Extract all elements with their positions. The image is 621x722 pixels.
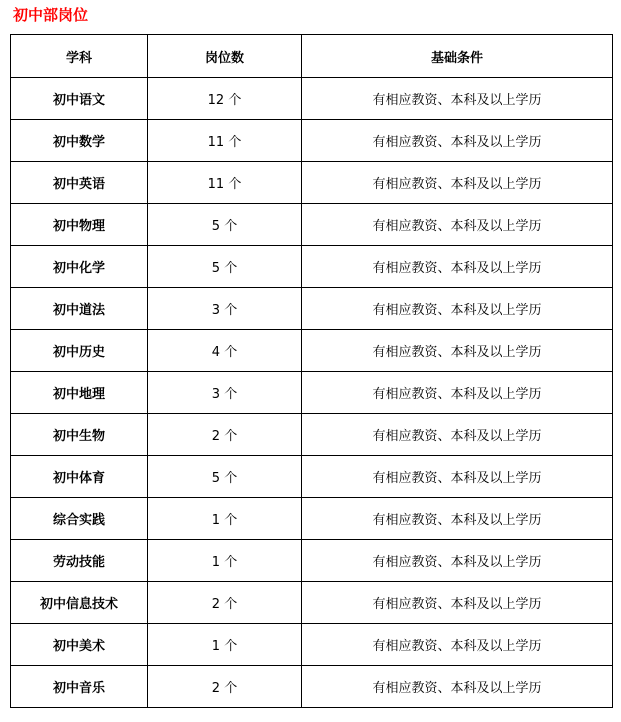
requirement-cell: 有相应教资、本科及以上学历 <box>302 78 613 120</box>
table-row <box>11 204 613 246</box>
requirement-cell: 有相应教资、本科及以上学历 <box>302 582 613 624</box>
table-row <box>11 540 613 582</box>
requirement-cell: 有相应教资、本科及以上学历 <box>302 120 613 162</box>
count-cell: 2 个 <box>148 414 302 456</box>
count-cell: 2 个 <box>148 666 302 708</box>
count-cell: 4 个 <box>148 330 302 372</box>
table-row <box>11 330 613 372</box>
requirement-cell: 有相应教资、本科及以上学历 <box>302 372 613 414</box>
subject-cell: 综合实践 <box>11 498 148 540</box>
table-row <box>11 120 613 162</box>
subject-cell: 初中生物 <box>11 414 148 456</box>
count-cell: 1 个 <box>148 624 302 666</box>
count-cell: 5 个 <box>148 246 302 288</box>
header-requirement: 基础条件 <box>302 35 613 78</box>
table-row <box>11 498 613 540</box>
subject-cell: 初中英语 <box>11 162 148 204</box>
header-row <box>11 35 613 78</box>
count-cell: 3 个 <box>148 288 302 330</box>
requirement-cell: 有相应教资、本科及以上学历 <box>302 414 613 456</box>
table-row <box>11 666 613 708</box>
subject-cell: 初中道法 <box>11 288 148 330</box>
table-row <box>11 582 613 624</box>
table-row <box>11 372 613 414</box>
requirement-cell: 有相应教资、本科及以上学历 <box>302 162 613 204</box>
requirement-cell: 有相应教资、本科及以上学历 <box>302 666 613 708</box>
section-title: 初中部岗位 <box>13 6 89 24</box>
subject-cell: 初中数学 <box>11 120 148 162</box>
header-count: 岗位数 <box>148 35 302 78</box>
table-header <box>11 35 613 78</box>
count-cell: 1 个 <box>148 540 302 582</box>
count-cell: 11 个 <box>148 162 302 204</box>
subject-cell: 初中语文 <box>11 78 148 120</box>
subject-cell: 初中美术 <box>11 624 148 666</box>
count-cell: 11 个 <box>148 120 302 162</box>
requirement-cell: 有相应教资、本科及以上学历 <box>302 204 613 246</box>
positions-table <box>10 34 613 708</box>
count-cell: 1 个 <box>148 498 302 540</box>
requirement-cell: 有相应教资、本科及以上学历 <box>302 288 613 330</box>
count-cell: 5 个 <box>148 204 302 246</box>
table-row <box>11 78 613 120</box>
table-body <box>11 78 613 708</box>
requirement-cell: 有相应教资、本科及以上学历 <box>302 540 613 582</box>
subject-cell: 初中物理 <box>11 204 148 246</box>
count-cell: 12 个 <box>148 78 302 120</box>
table-row <box>11 624 613 666</box>
subject-cell: 初中历史 <box>11 330 148 372</box>
subject-cell: 初中音乐 <box>11 666 148 708</box>
requirement-cell: 有相应教资、本科及以上学历 <box>302 498 613 540</box>
requirement-cell: 有相应教资、本科及以上学历 <box>302 246 613 288</box>
table-row <box>11 414 613 456</box>
subject-cell: 初中体育 <box>11 456 148 498</box>
count-cell: 5 个 <box>148 456 302 498</box>
requirement-cell: 有相应教资、本科及以上学历 <box>302 330 613 372</box>
header-subject: 学科 <box>11 35 148 78</box>
subject-cell: 初中化学 <box>11 246 148 288</box>
count-cell: 3 个 <box>148 372 302 414</box>
table-row <box>11 456 613 498</box>
subject-cell: 劳动技能 <box>11 540 148 582</box>
requirement-cell: 有相应教资、本科及以上学历 <box>302 456 613 498</box>
table-row <box>11 288 613 330</box>
table-row <box>11 162 613 204</box>
subject-cell: 初中地理 <box>11 372 148 414</box>
count-cell: 2 个 <box>148 582 302 624</box>
requirement-cell: 有相应教资、本科及以上学历 <box>302 624 613 666</box>
table-row <box>11 246 613 288</box>
subject-cell: 初中信息技术 <box>11 582 148 624</box>
